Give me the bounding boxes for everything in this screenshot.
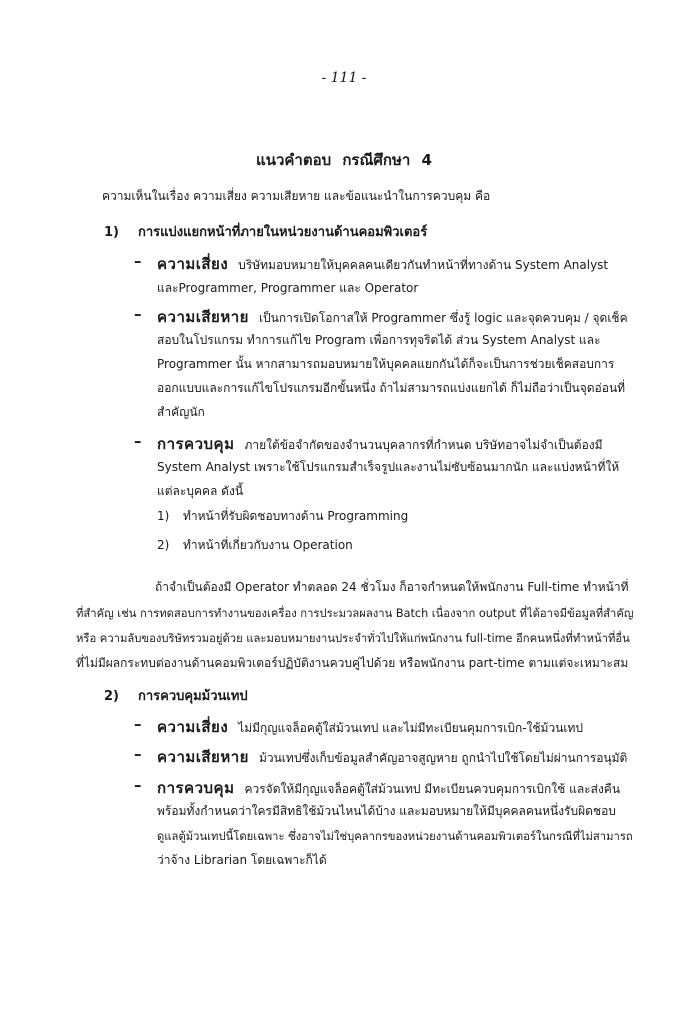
s1-para-line1: ถ้าจำเป็นต้องมี Operator ทำตลอด 24 ชั่วโมง ก็อาจกำหนดให้พนักงาน Full-time ทำหน้าที่ [155,580,629,594]
s1-control-item-text: ทำหน้าที่เกี่ยวกับงาน Operation [183,538,353,552]
s2-damage-text: ม้วนเทปซึ่งเก็บข้อมูลสำคัญอาจสูญหาย ถูกนำไปใช้โดยไม่ผ่านการอนุมัติ [258,751,628,765]
s1-damage-line2: สอบในโปรแกรม ทำการแก้ไข Program เพื่อการทุจริตได้ ส่วน System Analyst และ [157,333,601,347]
s1-damage-line4: ออกแบบและการแก้ไขโปรแกรมอีกขั้นหนึ่ง ถ้าไม่สามารถแบ่งแยกได้ ก็ไม่ถือว่าเป็นจุดอ่อนที่ [157,381,626,395]
s1-control-text: ภายใต้ข้อจำกัดของจำนวนบุคลากรที่กำหนด บริษัทอาจไม่จำเป็นต้องมี [244,438,603,452]
s1-control-item-number: 2) [157,538,170,552]
s1-control-item-number: 1) [157,509,170,523]
s2-damage-keyword: ความเสียหาย [157,748,249,766]
section-2-heading [104,685,248,706]
s1-para-line3: หรือ ความลับของบริษัทรวมอยู่ด้วย และมอบหมายงานประจำทั่วไปให้แก่พนักงาน full-time อีกคนหนึ่งที่ทำหน้าที่อื่น [76,632,630,645]
s2-control-line3: ดูแลตู้ม้วนเทปนี้โดยเฉพาะ ซึ่งอาจไม่ใช่บุคลากรของหน่วยงานด้านคอมพิวเตอร์ในกรณีที่ไม่สามารถ [157,830,633,843]
s1-damage-keyword: ความเสียหาย [157,308,249,326]
s2-risk-keyword: ความเสี่ยง [157,718,229,736]
s2-risk-line1 [157,715,583,739]
s2-risk-text: ไม่มีกุญแจล็อคตู้ใส่ม้วนเทป และไม่มีทะเบียนคุมการเบิก-ใช้ม้วนเทป [238,721,584,735]
s1-risk-line1 [157,252,608,276]
s1-control-item-text: ทำหน้าที่รับผิดชอบทางด้าน Programming [183,509,409,523]
s2-control-text: ควรจัดให้มีกุญแจล็อคตู้ใส่ม้วนเทป มีทะเบียนควบคุมการเบิกใช้ และส่งคืน [244,782,621,796]
bullet-dash: – [134,776,142,794]
s1-damage-line1 [157,305,628,329]
page-title: แนวคำตอบ กรณีศึกษา 4 [256,151,432,169]
s1-control-item [157,507,408,526]
s2-control-line2: พร้อมทั้งกำหนดว่าใครมีสิทธิใช้ม้วนไหนได้บ้าง และมอบหมายให้มีบุคคลคนหนึ่งรับผิดชอบ [157,804,616,818]
s1-control-item [157,536,353,555]
s2-control-line4: ว่าจ้าง Librarian โดยเฉพาะก็ได้ [157,853,327,867]
s2-control-line1 [157,776,620,800]
section-2-number: 2) [104,689,119,704]
s1-para-line2: ที่สำคัญ เช่น การทดสอบการทำงานของเครื่อง การประมวลผลงาน Batch เนื่องจาก output ที่ได้อาจมีข้อมูลที่สำคัญ [76,607,634,620]
bullet-dash: – [134,432,142,450]
s2-control-keyword: การควบคุม [157,779,235,797]
s1-control-line1 [157,432,603,456]
section-1-number: 1) [104,225,119,240]
bullet-dash: – [134,715,142,733]
bullet-dash: – [134,252,142,270]
s1-damage-line5: สำคัญนัก [157,405,205,419]
page-number: - 111 - [321,70,367,86]
section-1-title: การแบ่งแยกหน้าที่ภายในหน่วยงานด้านคอมพิวเตอร์ [138,225,428,240]
section-2-title: การควบคุมม้วนเทป [138,689,248,704]
s1-damage-line3: Programmer นั้น หากสามารถมอบหมายให้บุคคลแยกกันได้ก็จะเป็นการช่วยเช็คสอบการ [157,357,615,371]
s2-damage-line1 [157,745,627,769]
bullet-dash: – [134,305,142,323]
s1-para-line4: ที่ไม่มีผลกระทบต่องานด้านคอมพิวเตอร์ปฏิบัติงานควบคู่ไปด้วย หรือพนักงาน part-time ตามแต่จะเหมาะสม [76,656,629,670]
s1-control-line3: แต่ละบุคคล ดังนี้ [157,484,244,498]
section-1-heading [104,221,427,242]
s1-damage-text: เป็นการเปิดโอกาสให้ Programmer ซึ่งรู้ logic และจุดควบคุม / จุดเช็ค [258,311,628,325]
s1-risk-text: บริษัทมอบหมายให้บุคคลคนเดียวกันทำหน้าที่ทางด้าน System Analyst [238,258,609,272]
s1-control-keyword: การควบคุม [157,435,235,453]
s1-risk-keyword: ความเสี่ยง [157,255,229,273]
s1-risk-line2: และProgrammer, Programmer และ Operator [157,281,419,295]
s1-control-line2: System Analyst เพราะใช้โปรแกรมสำเร็จรูปและงานไม่ซับซ้อนมากนัก และแบ่งหน้าที่ให้ [157,460,620,474]
intro-text: ความเห็นในเรื่อง ความเสี่ยง ความเสียหาย และข้อแนะนำในการควบคุม คือ [102,189,491,203]
bullet-dash: – [134,745,142,763]
